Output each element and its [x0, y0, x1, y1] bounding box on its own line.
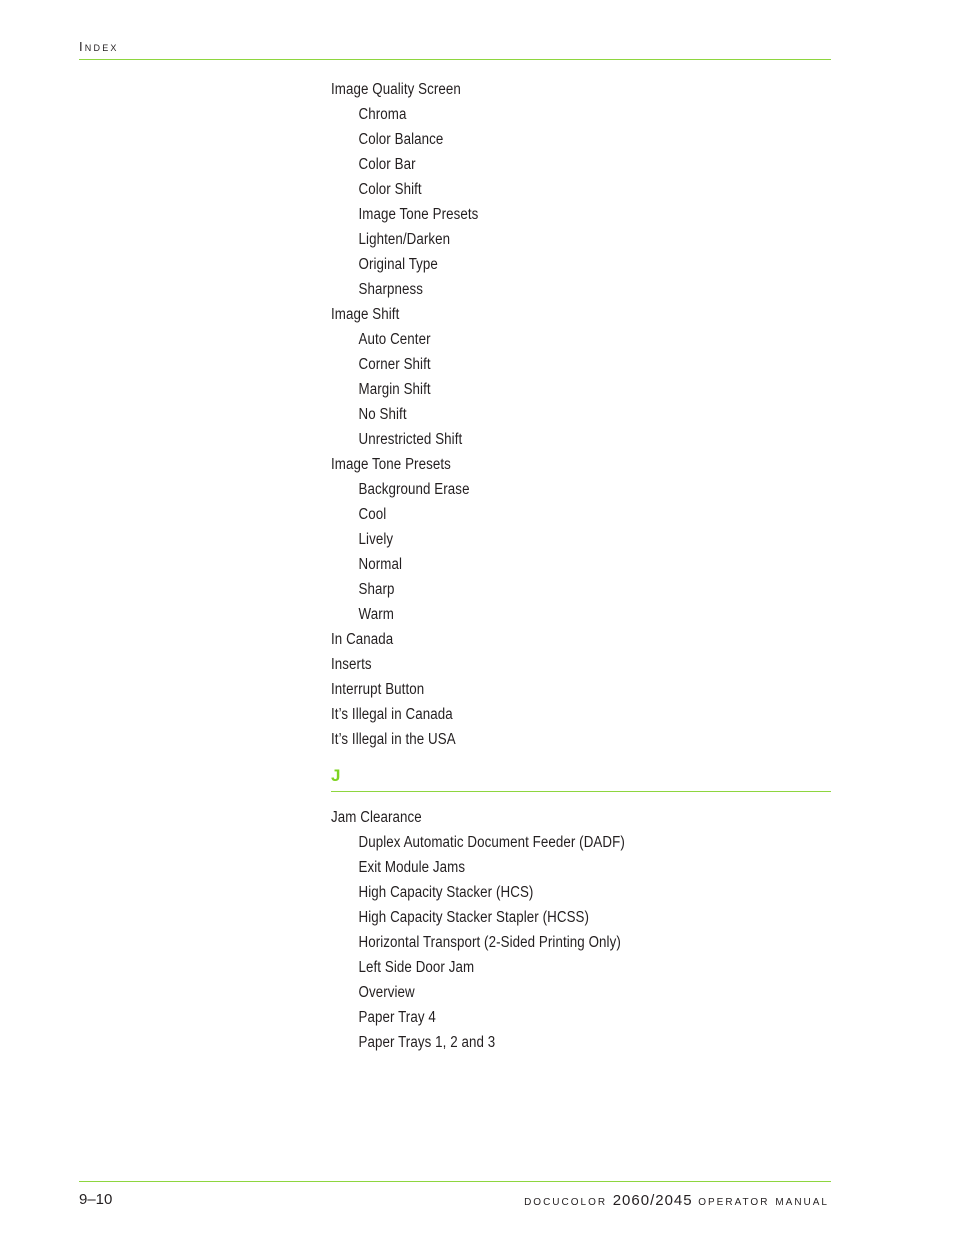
index-subentry: Color Balance [358, 131, 444, 148]
index-subentry: Margin Shift [358, 381, 431, 398]
index-subentry: Overview [358, 984, 415, 1001]
footer-manual-label: operator manual [698, 1192, 829, 1208]
index-subentry: Lively [358, 531, 394, 548]
footer-model: 2060/2045 [612, 1192, 693, 1209]
index-subentry: Paper Tray 4 [358, 1009, 436, 1026]
index-subentry: Chroma [358, 106, 407, 123]
running-header [79, 38, 831, 60]
index-subentry: Normal [358, 556, 403, 573]
page-number: 9–10 [79, 1191, 113, 1208]
index-subentry: Exit Module Jams [358, 859, 466, 876]
index-subentry: No Shift [358, 406, 407, 423]
index-subentry: Sharp [358, 581, 395, 598]
index-subentry: Color Shift [358, 181, 422, 198]
index-subentry: Original Type [358, 256, 438, 273]
index-subentry: Sharpness [358, 281, 424, 298]
index-subentry: Duplex Automatic Document Feeder (DADF) [358, 834, 625, 851]
index-subentry: Unrestricted Shift [358, 431, 463, 448]
index-subentry: Color Bar [358, 156, 416, 173]
section-divider [331, 791, 831, 792]
index-subentry: Cool [358, 506, 387, 523]
index-entry: Image Shift [331, 306, 400, 323]
index-entry: Jam Clearance [331, 809, 422, 826]
section-letter-j: J [331, 766, 341, 785]
index-subentry: High Capacity Stacker Stapler (HCSS) [358, 909, 590, 926]
index-entry: Inserts [331, 656, 372, 673]
index-entry: It’s Illegal in the USA [331, 731, 456, 748]
index-subentry: Auto Center [358, 331, 431, 348]
header-title: Index [79, 39, 119, 54]
footer-manual-title [524, 1192, 829, 1209]
index-subentry: Image Tone Presets [358, 206, 479, 223]
footer-divider [79, 1181, 831, 1182]
index-subentry: Left Side Door Jam [358, 959, 475, 976]
index-entry: It’s Illegal in Canada [331, 706, 453, 723]
index-subentry: Corner Shift [358, 356, 431, 373]
index-subentry: Lighten/Darken [358, 231, 451, 248]
index-entry: Image Quality Screen [331, 81, 461, 98]
index-subentry: Background Erase [358, 481, 470, 498]
index-entry: Interrupt Button [331, 681, 425, 698]
index-subentry: Horizontal Transport (2-Sided Printing Only) [358, 934, 621, 951]
index-entries-i [331, 77, 502, 752]
index-entries-j [331, 805, 673, 1055]
footer-brand: docucolor [524, 1192, 608, 1208]
index-entry: Image Tone Presets [331, 456, 451, 473]
index-entry: In Canada [331, 631, 394, 648]
index-subentry: Paper Trays 1, 2 and 3 [358, 1034, 496, 1051]
index-subentry: Warm [358, 606, 394, 623]
index-subentry: High Capacity Stacker (HCS) [358, 884, 534, 901]
